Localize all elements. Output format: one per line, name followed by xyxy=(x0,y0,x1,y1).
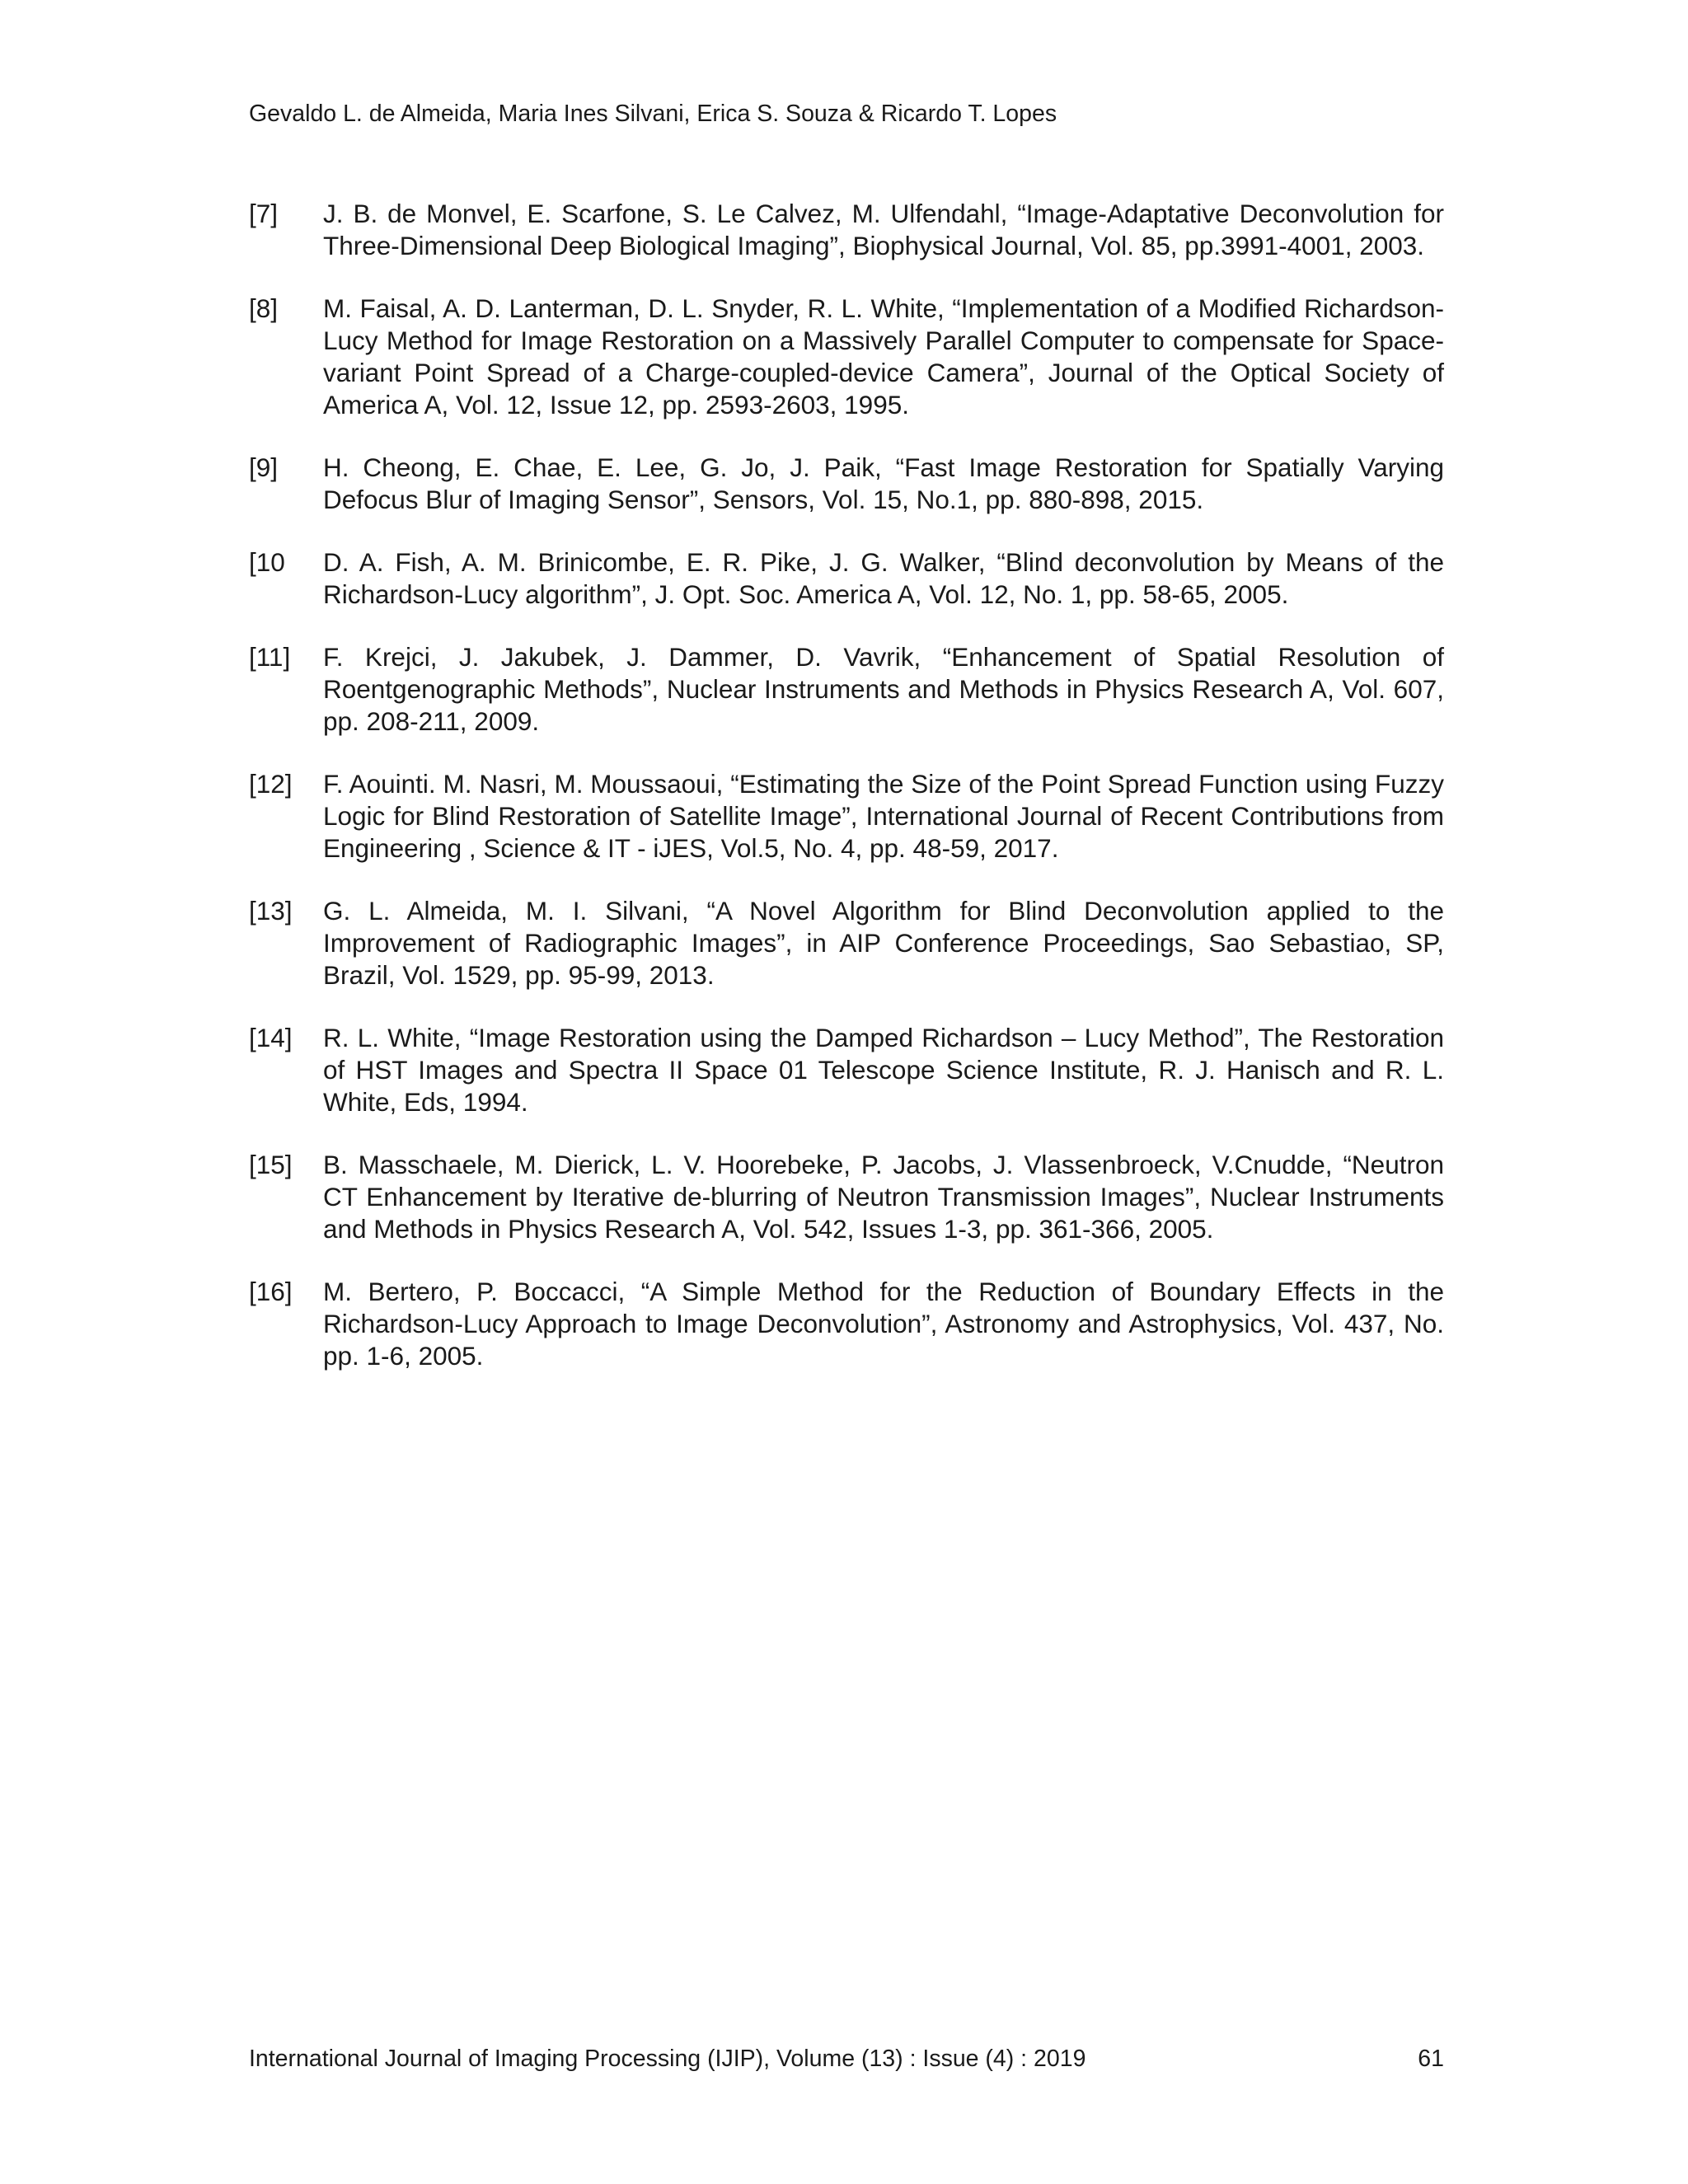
reference-item xyxy=(249,452,1444,516)
reference-item xyxy=(249,768,1444,865)
reference-text: R. L. White, “Image Restoration using the Damped Richardson – Lucy Method”, The Restoration of HST Images and Spectra II Space 01 Telescope Science Institute, R. J. Hanisch and R. L. White, Eds, 1994. xyxy=(323,1023,1444,1117)
reference-text: F. Aouinti. M. Nasri, M. Moussaoui, “Estimating the Size of the Point Spread Function using Fuzzy Logic for Blind Restoration of Satellite Image”, International Journal of Recent Contributions from Engineering , Science & IT - iJES, Vol.5, No. 4, pp. 48-59, 2017. xyxy=(323,769,1444,863)
reference-text: J. B. de Monvel, E. Scarfone, S. Le Calvez, M. Ulfendahl, “Image-Adaptative Deconvolution for Three-Dimensional Deep Biological Imaging”, Biophysical Journal, Vol. 85, pp.3991-4001, 2003. xyxy=(323,199,1444,260)
reference-item xyxy=(249,1022,1444,1118)
running-footer xyxy=(249,2042,1444,2075)
reference-number: [13] xyxy=(249,896,293,926)
reference-text: M. Bertero, P. Boccacci, “A Simple Method for the Reduction of Boundary Effects in the Richardson-Lucy Approach to Image Deconvolution”, Astronomy and Astrophysics, Vol. 437, No. pp. 1-6, 2005. xyxy=(323,1277,1444,1371)
reference-text: H. Cheong, E. Chae, E. Lee, G. Jo, J. Paik, “Fast Image Restoration for Spatially Varying Defocus Blur of Imaging Sensor”, Sensors, Vol. 15, No.1, pp. 880-898, 2015. xyxy=(323,452,1444,514)
reference-number: [11] xyxy=(249,642,291,672)
reference-number: [10 xyxy=(249,547,285,577)
reference-number: [12] xyxy=(249,769,293,799)
reference-number: [15] xyxy=(249,1150,293,1179)
reference-number: [16] xyxy=(249,1277,293,1306)
reference-item xyxy=(249,895,1444,991)
reference-number: [9] xyxy=(249,452,279,482)
reference-text: B. Masschaele, M. Dierick, L. V. Hoorebeke, P. Jacobs, J. Vlassenbroeck, V.Cnudde, “Neutron CT Enhancement by Iterative de-blurring of Neutron Transmission Images”, Nuclear Instruments and Methods in Physics Research A, Vol. 542, Issues 1-3, pp. 361-366, 2005. xyxy=(323,1150,1444,1244)
reference-text: M. Faisal, A. D. Lanterman, D. L. Snyder, R. L. White, “Implementation of a Modified Richardson-Lucy Method for Image Restoration on a Massively Parallel Computer to compensate for Space-variant Point Spread of a Charge-coupled-device Camera”, Journal of the Optical Society of America A, Vol. 12, Issue 12, pp. 2593-2603, 1995. xyxy=(323,293,1444,419)
reference-item xyxy=(249,641,1444,738)
footer-journal: International Journal of Imaging Processing (IJIP), Volume (13) : Issue (4) : 2019 xyxy=(249,2046,1086,2072)
reference-number: [8] xyxy=(249,293,279,323)
reference-item xyxy=(249,198,1444,262)
reference-list xyxy=(249,198,1444,1403)
reference-item xyxy=(249,293,1444,421)
reference-text: D. A. Fish, A. M. Brinicombe, E. R. Pike, J. G. Walker, “Blind deconvolution by Means of the Richardson-Lucy algorithm”, J. Opt. Soc. America A, Vol. 12, No. 1, pp. 58-65, 2005. xyxy=(323,547,1444,609)
reference-item xyxy=(249,1276,1444,1372)
running-header: Gevaldo L. de Almeida, Maria Ines Silvani, Erica S. Souza & Ricardo T. Lopes xyxy=(249,101,1057,127)
reference-number: [14] xyxy=(249,1023,293,1052)
page-number: 61 xyxy=(1418,2046,1444,2072)
reference-item xyxy=(249,1149,1444,1245)
reference-item xyxy=(249,546,1444,611)
reference-text: F. Krejci, J. Jakubek, J. Dammer, D. Vavrik, “Enhancement of Spatial Resolution of Roentgenographic Methods”, Nuclear Instruments and Methods in Physics Research A, Vol. 607, pp. 208-211, 2009. xyxy=(323,642,1444,736)
reference-text: G. L. Almeida, M. I. Silvani, “A Novel Algorithm for Blind Deconvolution applied to the Improvement of Radiographic Images”, in AIP Conference Proceedings, Sao Sebastiao, SP, Brazil, Vol. 1529, pp. 95-99, 2013. xyxy=(323,896,1444,990)
reference-number: [7] xyxy=(249,199,279,228)
